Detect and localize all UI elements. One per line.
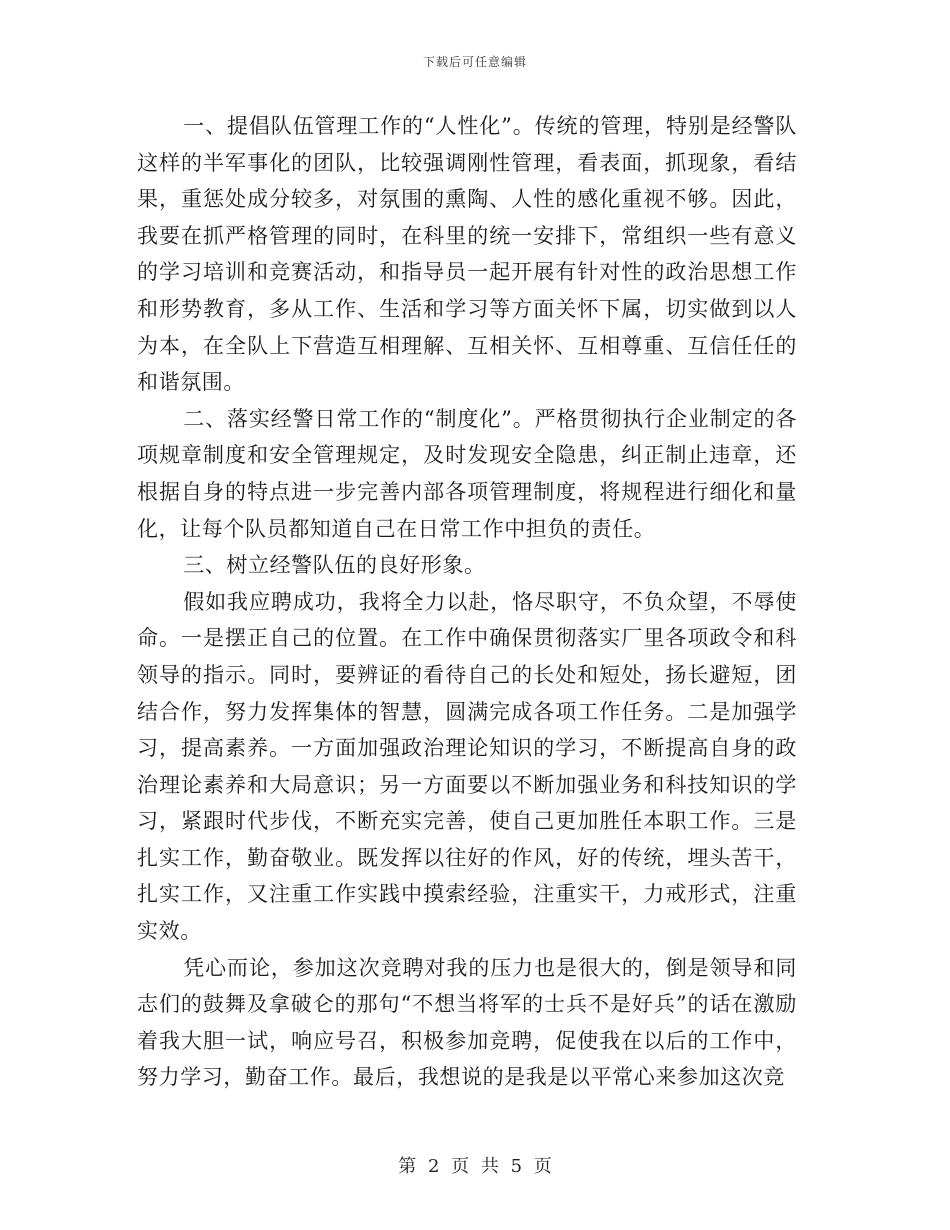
paragraph-if-hired: 假如我应聘成功，我将全力以赴，恪尽职守，不负众望，不辱使命。一是摆正自己的位置。在工作中确保贯彻落实厂里各项政令和科领导的指示。同时，要辨证的看待自己的长处和短处，扬长避短，团结合作，努力发挥集体的智慧，圆满完成各项工作任务。二是加强学习，提高素养。一方面加强政治理论知识的学习，不断提高自身的政治理论素养和大局意识；另一方面要以不断加强业务和科技知识的学习，紧跟时代步伐，不断充实完善，使自己更加胜任本职工作。三是扎实工作，勤奋敬业。既发挥以往好的作风，好的传统，埋头苦干，扎实工作，又注重工作实践中摸索经验，注重实干，力戒形式，注重实效。 — [137, 589, 797, 944]
paragraph-institutionalized-work: 二、落实经警日常工作的“制度化”。严格贯彻执行企业制定的各项规章制度和安全管理规定，及时发现安全隐患，纠正制止违章，还根据自身的特点进一步完善内部各项管理制度，将规程进行细化和量化，让每个队员都知道自己在日常工作中担负的责任。 — [137, 406, 797, 541]
paragraph-good-image-heading: 三、树立经警队伍的良好形象。 — [183, 553, 486, 578]
page-number-footer: 第 2 页 共 5 页 — [398, 1156, 552, 1177]
document-body — [137, 108, 797, 1096]
page-header-note: 下载后可任意编辑 — [422, 55, 527, 69]
paragraph-humanized-management: 一、提倡队伍管理工作的“人性化”。传统的管理，特别是经警队这样的半军事化的团队，比较强调刚性管理，看表面，抓现象，看结果，重惩处成分较多，对氛围的熏陶、人性的感化重视不够。因此，我要在抓严格管理的同时，在科里的统一安排下，常组织一些有意义的学习培训和竞赛活动，和指导员一起开展有针对性的政治思想工作和形势教育，多从工作、生活和学习等方面关怀下属，切实做到以人为本，在全队上下营造互相理解、互相关怀、互相尊重、互信任任的和谐氛围。 — [137, 114, 797, 395]
paragraph-closing: 凭心而论，参加这次竞聘对我的压力也是很大的，倒是领导和同志们的鼓舞及拿破仑的那句“不想当将军的士兵不是好兵”的话在激励着我大胆一试，响应号召，积极参加竞聘，促使我在以后的工作中，努力学习，勤奋工作。最后，我想说的是我是以平常心来参加这次竞 — [137, 955, 797, 1090]
